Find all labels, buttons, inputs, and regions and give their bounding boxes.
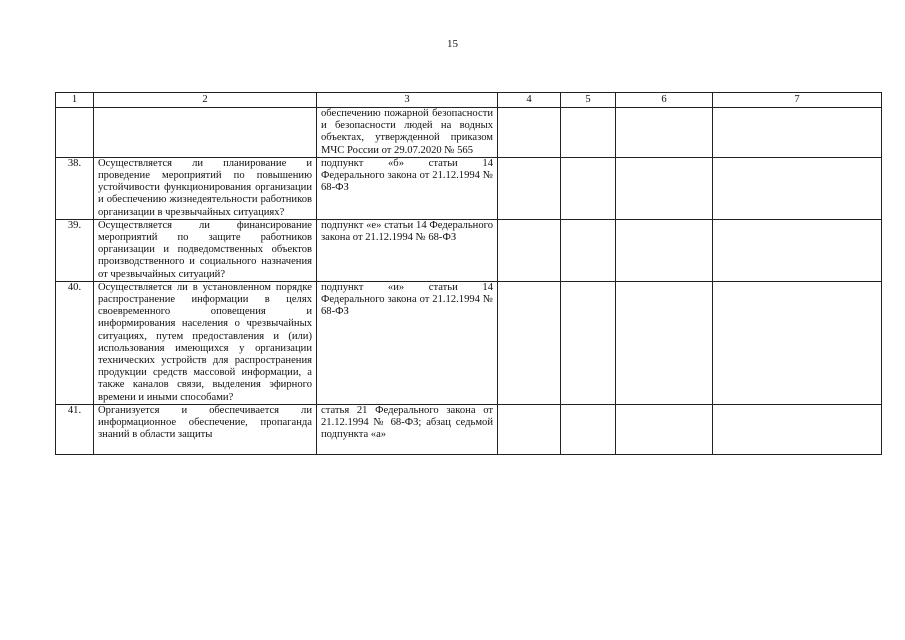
row-cell-4 bbox=[498, 108, 561, 158]
row-number bbox=[56, 404, 94, 454]
row-legal-basis-text: статья 21 Федерального закона от 21.12.1994 № 68-ФЗ; абзац седьмой подпункта «а» bbox=[321, 404, 493, 441]
checklist-table bbox=[55, 92, 882, 455]
row-cell-6 bbox=[616, 219, 713, 281]
table-row bbox=[56, 404, 882, 454]
row-cell-6 bbox=[616, 108, 713, 158]
row-cell-7 bbox=[713, 404, 882, 454]
row-cell-4 bbox=[498, 219, 561, 281]
col-header-1: 1 bbox=[56, 93, 94, 108]
row-cell-7 bbox=[713, 157, 882, 219]
col-header-2: 2 bbox=[94, 93, 317, 108]
col-header-6: 6 bbox=[616, 93, 713, 108]
row-cell-7 bbox=[713, 219, 882, 281]
row-question bbox=[94, 404, 317, 454]
row-cell-6 bbox=[616, 281, 713, 404]
row-cell-5 bbox=[561, 219, 616, 281]
row-question: Осуществляется ли в установленном порядке распространение информации в целях своевременного оповещения и информирования населения о чрезвычайных ситуациях, путем предоставления и (или) использования имеющихся у организации технических устройств для распространения продукции средств массовой информации, а также каналов связи, выделения эфирного времени и иными способами? bbox=[94, 281, 317, 404]
row-number: 39. bbox=[56, 219, 94, 281]
row-cell-7 bbox=[713, 281, 882, 404]
row-cell-5 bbox=[561, 281, 616, 404]
table-row bbox=[56, 281, 882, 404]
row-cell-4 bbox=[498, 157, 561, 219]
row-number bbox=[56, 108, 94, 158]
row-question bbox=[94, 108, 317, 158]
row-question: Осуществляется ли планирование и проведение мероприятий по повышению устойчивости функционирования организации и обеспечению жизнедеятельности работников организации в чрезвычайных ситуациях? bbox=[94, 157, 317, 219]
row-question: Осуществляется ли финансирование мероприятий по защите работников организации и подведомственных объектов производственного и социального назначения от чрезвычайных ситуаций? bbox=[94, 219, 317, 281]
col-header-4: 4 bbox=[498, 93, 561, 108]
row-cell-7 bbox=[713, 108, 882, 158]
row-cell-5 bbox=[561, 404, 616, 454]
table-row bbox=[56, 108, 882, 158]
row-number: 38. bbox=[56, 157, 94, 219]
header-row bbox=[56, 93, 882, 108]
page-number: 15 bbox=[447, 38, 458, 50]
row-legal-basis: обеспечению пожарной безопасности и безопасности людей на водных объектах, утвержденной приказом МЧС России от 29.07.2020 № 565 bbox=[317, 108, 498, 158]
col-header-7: 7 bbox=[713, 93, 882, 108]
row-cell-6 bbox=[616, 157, 713, 219]
row-legal-basis: подпункт «е» статьи 14 Федерального закона от 21.12.1994 № 68-ФЗ bbox=[317, 219, 498, 281]
col-header-3: 3 bbox=[317, 93, 498, 108]
row-cell-5 bbox=[561, 108, 616, 158]
row-question-text: Организуется и обеспечивается ли информационное обеспечение, пропаганда знаний в области защиты bbox=[98, 404, 312, 441]
row-legal-basis bbox=[317, 404, 498, 454]
row-number: 40. bbox=[56, 281, 94, 404]
row-cell-4 bbox=[498, 281, 561, 404]
row-legal-basis: подпункт «б» статьи 14 Федерального закона от 21.12.1994 № 68-ФЗ bbox=[317, 157, 498, 219]
row-cell-5 bbox=[561, 157, 616, 219]
row-cell-6 bbox=[616, 404, 713, 454]
table-row bbox=[56, 219, 882, 281]
table-row bbox=[56, 157, 882, 219]
row-cell-4 bbox=[498, 404, 561, 454]
row-legal-basis: подпункт «и» статьи 14 Федерального закона от 21.12.1994 № 68-ФЗ bbox=[317, 281, 498, 404]
row-number-text: 41. bbox=[67, 404, 82, 416]
col-header-5: 5 bbox=[561, 93, 616, 108]
